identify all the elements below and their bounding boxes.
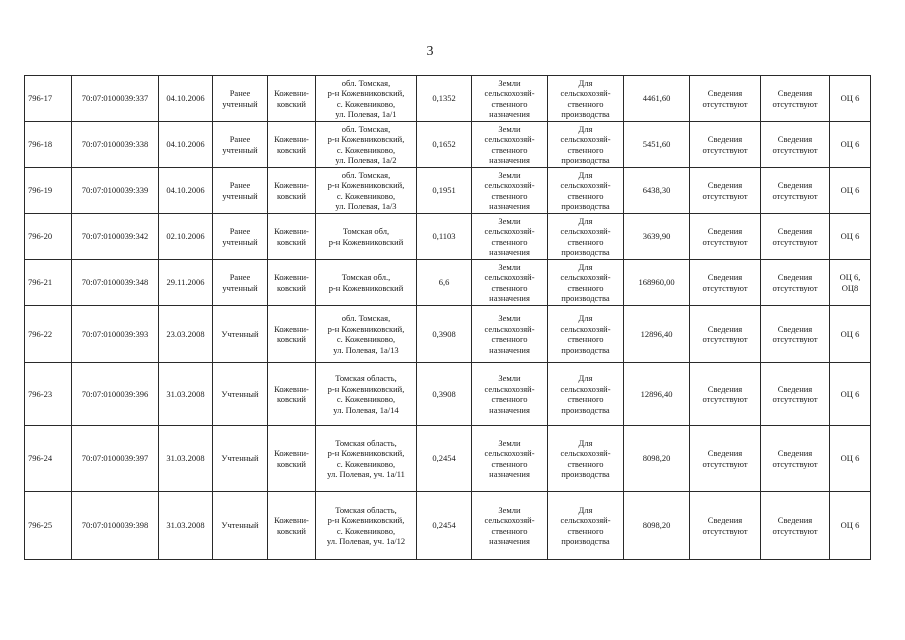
info-2: Сведения отсутствуют [761, 214, 830, 260]
address: обл. Томская, р-н Кожевниковский, с. Кожевниково, ул. Полевая, 1а/13 [316, 306, 417, 363]
cadastral-value: 4461,60 [624, 76, 690, 122]
district: Кожевни- ковский [268, 492, 316, 560]
area: 0,1103 [417, 214, 472, 260]
record-status: Учтенный [213, 363, 268, 426]
address: Томская область, р-н Кожевниковский, с. Кожевниково, ул. Полевая, уч. 1а/11 [316, 426, 417, 492]
record-status: Ранее учтенный [213, 214, 268, 260]
valuation-code: ОЦ 6 [830, 306, 871, 363]
registration-date: 23.03.2008 [159, 306, 213, 363]
district: Кожевни- ковский [268, 76, 316, 122]
address: Томская обл., р-н Кожевниковский [316, 260, 417, 306]
info-2: Сведения отсутствуют [761, 76, 830, 122]
cadastral-value: 12896,40 [624, 306, 690, 363]
area: 0,3908 [417, 363, 472, 426]
cadastral-value: 5451,60 [624, 122, 690, 168]
land-category: Земли сельскохозяй- ственного назначения [472, 426, 548, 492]
table-row [25, 492, 871, 560]
cadastral-number: 70:07:0100039:342 [72, 214, 159, 260]
info-1: Сведения отсутствуют [690, 306, 761, 363]
district: Кожевни- ковский [268, 306, 316, 363]
cadastral-number: 70:07:0100039:393 [72, 306, 159, 363]
info-1: Сведения отсутствуют [690, 426, 761, 492]
cadastral-value: 3639,90 [624, 214, 690, 260]
land-category: Земли сельскохозяй- ственного назначения [472, 306, 548, 363]
info-1: Сведения отсутствуют [690, 214, 761, 260]
area: 0,1652 [417, 122, 472, 168]
record-status: Ранее учтенный [213, 168, 268, 214]
record-status: Ранее учтенный [213, 260, 268, 306]
land-category: Земли сельскохозяй- ственного назначения [472, 122, 548, 168]
info-2: Сведения отсутствуют [761, 492, 830, 560]
area: 0,1352 [417, 76, 472, 122]
record-status: Ранее учтенный [213, 122, 268, 168]
info-1: Сведения отсутствуют [690, 260, 761, 306]
valuation-code: ОЦ 6 [830, 426, 871, 492]
permitted-use: Для сельскохозяй- ственного производства [548, 306, 624, 363]
district: Кожевни- ковский [268, 168, 316, 214]
district: Кожевни- ковский [268, 426, 316, 492]
info-2: Сведения отсутствуют [761, 122, 830, 168]
area: 0,2454 [417, 492, 472, 560]
cadastral-number: 70:07:0100039:398 [72, 492, 159, 560]
table-row [25, 306, 871, 363]
permitted-use: Для сельскохозяй- ственного производства [548, 122, 624, 168]
address: Томская область, р-н Кожевниковский, с. Кожевниково, ул. Полевая, уч. 1а/12 [316, 492, 417, 560]
valuation-code: ОЦ 6 [830, 492, 871, 560]
info-1: Сведения отсутствуют [690, 168, 761, 214]
valuation-code: ОЦ 6 [830, 363, 871, 426]
registration-date: 31.03.2008 [159, 492, 213, 560]
land-category: Земли сельскохозяй- ственного назначения [472, 76, 548, 122]
cadastral-value: 168960,00 [624, 260, 690, 306]
address: Томская обл, р-н Кожевниковский [316, 214, 417, 260]
info-2: Сведения отсутствуют [761, 426, 830, 492]
land-category: Земли сельскохозяй- ственного назначения [472, 168, 548, 214]
area: 0,3908 [417, 306, 472, 363]
registration-date: 04.10.2006 [159, 122, 213, 168]
address: обл. Томская, р-н Кожевниковский, с. Кожевниково, ул. Полевая, 1а/3 [316, 168, 417, 214]
row-number: 796-25 [25, 492, 72, 560]
valuation-code: ОЦ 6 [830, 214, 871, 260]
table-row [25, 214, 871, 260]
info-2: Сведения отсутствуют [761, 363, 830, 426]
cadastral-number: 70:07:0100039:337 [72, 76, 159, 122]
land-category: Земли сельскохозяй- ственного назначения [472, 492, 548, 560]
permitted-use: Для сельскохозяй- ственного производства [548, 214, 624, 260]
cadastral-number: 70:07:0100039:348 [72, 260, 159, 306]
row-number: 796-22 [25, 306, 72, 363]
table-row [25, 363, 871, 426]
permitted-use: Для сельскохозяй- ственного производства [548, 363, 624, 426]
row-number: 796-24 [25, 426, 72, 492]
district: Кожевни- ковский [268, 363, 316, 426]
cadastral-value: 8098,20 [624, 492, 690, 560]
info-1: Сведения отсутствуют [690, 76, 761, 122]
cadastral-value: 6438,30 [624, 168, 690, 214]
row-number: 796-21 [25, 260, 72, 306]
registration-date: 31.03.2008 [159, 426, 213, 492]
area: 0,1951 [417, 168, 472, 214]
area: 6,6 [417, 260, 472, 306]
permitted-use: Для сельскохозяй- ственного производства [548, 168, 624, 214]
record-status: Учтенный [213, 426, 268, 492]
row-number: 796-18 [25, 122, 72, 168]
table-row [25, 122, 871, 168]
valuation-code: ОЦ 6 [830, 168, 871, 214]
valuation-code: ОЦ 6 [830, 122, 871, 168]
cadastral-number: 70:07:0100039:396 [72, 363, 159, 426]
table-row [25, 426, 871, 492]
row-number: 796-23 [25, 363, 72, 426]
cadastral-value: 8098,20 [624, 426, 690, 492]
info-2: Сведения отсутствуют [761, 168, 830, 214]
record-status: Ранее учтенный [213, 76, 268, 122]
land-category: Земли сельскохозяй- ственного назначения [472, 214, 548, 260]
cadastral-number: 70:07:0100039:338 [72, 122, 159, 168]
record-status: Учтенный [213, 306, 268, 363]
cadastral-value: 12896,40 [624, 363, 690, 426]
row-number: 796-20 [25, 214, 72, 260]
address: Томская область, р-н Кожевниковский, с. Кожевниково, ул. Полевая, 1а/14 [316, 363, 417, 426]
registration-date: 29.11.2006 [159, 260, 213, 306]
info-2: Сведения отсутствуют [761, 306, 830, 363]
permitted-use: Для сельскохозяй- ственного производства [548, 492, 624, 560]
row-number: 796-17 [25, 76, 72, 122]
info-1: Сведения отсутствуют [690, 122, 761, 168]
valuation-code: ОЦ 6, ОЦ8 [830, 260, 871, 306]
page-number: 3 [426, 44, 434, 59]
info-1: Сведения отсутствуют [690, 492, 761, 560]
row-number: 796-19 [25, 168, 72, 214]
record-status: Учтенный [213, 492, 268, 560]
permitted-use: Для сельскохозяй- ственного производства [548, 76, 624, 122]
valuation-code: ОЦ 6 [830, 76, 871, 122]
land-category: Земли сельскохозяй- ственного назначения [472, 363, 548, 426]
registration-date: 31.03.2008 [159, 363, 213, 426]
district: Кожевни- ковский [268, 214, 316, 260]
district: Кожевни- ковский [268, 260, 316, 306]
district: Кожевни- ковский [268, 122, 316, 168]
address: обл. Томская, р-н Кожевниковский, с. Кожевниково, ул. Полевая, 1а/2 [316, 122, 417, 168]
table-row [25, 260, 871, 306]
registration-date: 04.10.2006 [159, 168, 213, 214]
permitted-use: Для сельскохозяй- ственного производства [548, 260, 624, 306]
permitted-use: Для сельскохозяй- ственного производства [548, 426, 624, 492]
cadastral-number: 70:07:0100039:339 [72, 168, 159, 214]
table-row [25, 168, 871, 214]
table-row [25, 76, 871, 122]
area: 0,2454 [417, 426, 472, 492]
address: обл. Томская, р-н Кожевниковский, с. Кожевниково, ул. Полевая, 1а/1 [316, 76, 417, 122]
info-1: Сведения отсутствуют [690, 363, 761, 426]
info-2: Сведения отсутствуют [761, 260, 830, 306]
land-category: Земли сельскохозяй- ственного назначения [472, 260, 548, 306]
registration-date: 02.10.2006 [159, 214, 213, 260]
land-plots-table [24, 75, 871, 560]
registration-date: 04.10.2006 [159, 76, 213, 122]
cadastral-number: 70:07:0100039:397 [72, 426, 159, 492]
